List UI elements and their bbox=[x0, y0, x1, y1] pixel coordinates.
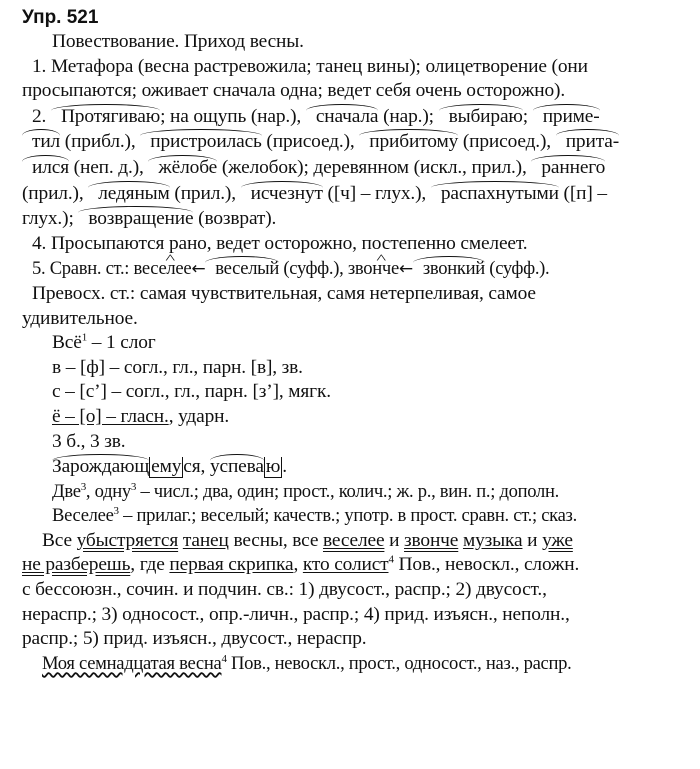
item-2-text: (присоед.), bbox=[458, 131, 556, 153]
word-veselyj: веселый bbox=[205, 256, 279, 282]
predicate-4b: не разберешь bbox=[22, 554, 131, 576]
phonetic-line-3 bbox=[52, 405, 682, 430]
analysis-text: – числ.; два, один; прост., колич.; ж. р., вин. п.; дополн. bbox=[136, 480, 559, 502]
phonetic-vowel: ё – [о] – гласн. bbox=[52, 405, 169, 427]
item-2-text: ; на ощупь (нар.), bbox=[160, 105, 306, 127]
footnote-mark: 4 bbox=[221, 652, 227, 665]
word-rannego: раннего bbox=[531, 155, 605, 181]
item-2-text: ([п] – bbox=[558, 182, 607, 204]
item-5-text: (суфф.), bbox=[279, 258, 348, 280]
subject-1: танец bbox=[182, 529, 229, 551]
item-2-text: (присоед.), bbox=[261, 131, 360, 153]
sentence-analysis: Пов., невоскл., сложн. bbox=[393, 554, 580, 576]
item-2-text: (прибл.), bbox=[60, 131, 141, 153]
text-heading: Повествование. Приход весны. bbox=[52, 31, 304, 52]
phonetic-line-4: 3 б., 3 зв. bbox=[52, 430, 126, 452]
sentence-analysis: Пов., невоскл., прост., односост., наз., распр. bbox=[226, 652, 572, 674]
item-2-text: ([ч] – глух.), bbox=[322, 182, 431, 204]
sentence-analysis-line: нераспр.; 3) односост., опр.-личн., распр.; 4) прид. изъясн., неполн., bbox=[22, 603, 570, 625]
morph-dot: . bbox=[282, 456, 287, 478]
item-2-text: ; bbox=[522, 105, 533, 127]
morph-ending-2: ю bbox=[265, 456, 281, 478]
phonetic-analysis bbox=[22, 331, 682, 480]
sentence-analysis-line: распр.; 5) прид. изъясн., двусост., нераспр. bbox=[22, 628, 367, 650]
phonetic-word bbox=[52, 331, 682, 356]
analysis-word: Две bbox=[52, 480, 81, 502]
phonetic-line-1: в – [ф] – согл., гл., парн. [в], зв. bbox=[52, 356, 303, 378]
word-vozvraschenie: возвращение bbox=[78, 206, 193, 232]
sentence-text: и bbox=[384, 529, 405, 551]
superlative-line-1: Превосх. ст.: самая чувствительная, самя нетерпеливая, самое bbox=[32, 282, 536, 304]
sentence-1-cont bbox=[22, 553, 682, 651]
analysis-text: – прилаг.; веселый; качеств.; употр. в прост. сравн. ст.; сказ. bbox=[118, 505, 577, 527]
morph-root-2: успева bbox=[210, 454, 264, 480]
nominative-subject: Моя семнадцатая весна bbox=[42, 652, 222, 674]
phonetic-syllables: – 1 слог bbox=[87, 332, 156, 354]
word-pritailsya-b: ился bbox=[22, 155, 69, 181]
word-pristroilas: пристроилась bbox=[140, 129, 261, 155]
item-1-line-2: просыпаются; оживает сначала одна; ведет себя очень осторожно). bbox=[22, 80, 566, 102]
sentence-text: и bbox=[522, 529, 543, 551]
sentence-analysis-line: с бессоюзн., сочин. и подчин. св.: 1) двусост., распр.; 2) двусост., bbox=[22, 579, 547, 601]
analysis-adjective bbox=[22, 504, 682, 529]
analysis-numerals bbox=[22, 480, 682, 505]
sentence-1 bbox=[22, 529, 682, 554]
footnote-mark: 3 bbox=[80, 480, 86, 493]
predicate-4a: уже bbox=[542, 529, 573, 551]
exercise-title: Упр. 521 bbox=[22, 7, 99, 28]
item-5 bbox=[22, 256, 682, 282]
item-4: 4. Просыпаются рано, ведет осторожно, постепенно смелеет. bbox=[32, 232, 528, 254]
word-ischeznut: исчезнут bbox=[241, 181, 323, 207]
predicate-2: веселее bbox=[322, 529, 385, 551]
sentence-text: , где bbox=[130, 554, 170, 576]
phonetic-line-2: с – [с’] – согл., гл., парн. [з’], мягк. bbox=[52, 381, 331, 403]
word-primetil-b: тил bbox=[22, 129, 60, 155]
item-2-text: (прил.), bbox=[169, 182, 241, 204]
item-1 bbox=[22, 55, 682, 104]
predicate-1: убыстряется bbox=[76, 529, 179, 551]
word-protyagivayu: Протягиваю bbox=[51, 104, 160, 130]
word-zhelobe: жёлобе bbox=[148, 155, 217, 181]
superlative-line-2: удивительное. bbox=[22, 307, 138, 329]
analysis-word: , одну bbox=[85, 480, 131, 502]
morph-ending-1: ему bbox=[151, 456, 182, 478]
predicate-3: звонче bbox=[404, 529, 459, 551]
footnote-mark: 3 bbox=[130, 480, 137, 493]
phonetic-word-text: Всё bbox=[52, 332, 82, 354]
item-5-text: 5. Сравн. ст.: bbox=[32, 258, 134, 280]
word-veselee: ^ веселее bbox=[134, 258, 192, 279]
word-pritailsya-a: прита- bbox=[556, 129, 619, 155]
footnote-mark: 3 bbox=[113, 505, 119, 518]
word-zvonkij: звонкий bbox=[413, 256, 485, 282]
superlative bbox=[22, 282, 682, 331]
morph-postfix: ся bbox=[183, 456, 201, 478]
analysis-word: Веселее bbox=[52, 505, 114, 527]
morph-sep: , bbox=[200, 456, 210, 478]
sentence-text: , bbox=[293, 554, 303, 576]
subject-2: музыка bbox=[462, 529, 523, 551]
subject-3: первая скрипка bbox=[169, 554, 294, 576]
item-1-line-1: 1. Метафора (весна растревожила; танец вины); олицетворение (они bbox=[32, 55, 588, 77]
phonetic-stress: , ударн. bbox=[168, 405, 230, 427]
arrow-left-icon: ← bbox=[191, 259, 206, 280]
item-2-text: (возврат). bbox=[193, 208, 277, 230]
morph-root-1: Зарождающ bbox=[52, 454, 149, 480]
item-2-text: (неп. д.), bbox=[68, 156, 149, 178]
item-2-text: (желобок); деревянном (искл., прил.), bbox=[217, 156, 532, 178]
item-2 bbox=[22, 104, 682, 232]
footnote-mark: 1 bbox=[81, 331, 88, 344]
subject-4: кто солист bbox=[302, 554, 389, 576]
sentence-text: Все bbox=[42, 529, 77, 551]
word-zvonche: ^ звонче bbox=[348, 258, 399, 279]
word-ledyanym: ледяным bbox=[88, 181, 169, 207]
item-5-text: (суфф.). bbox=[484, 258, 550, 280]
item-2-text: (нар.); bbox=[378, 105, 439, 127]
item-2-text: (прил.), bbox=[22, 182, 89, 204]
sentence-2 bbox=[22, 652, 682, 677]
arrow-left-icon: ← bbox=[398, 259, 413, 280]
item-2-number: 2. bbox=[32, 105, 51, 127]
item-2-text: глух.); bbox=[22, 208, 79, 230]
sentence-text: весны, все bbox=[228, 529, 323, 551]
word-raspahnutymi: распахнутыми bbox=[431, 181, 559, 207]
word-vybirayu: выбираю bbox=[439, 104, 523, 130]
word-snachala: сначала bbox=[306, 104, 379, 130]
word-primetil-a: приме- bbox=[533, 104, 600, 130]
footnote-mark: 4 bbox=[388, 554, 394, 566]
morpheme-analysis bbox=[52, 454, 682, 480]
word-pribitomu: прибитому bbox=[359, 129, 458, 155]
